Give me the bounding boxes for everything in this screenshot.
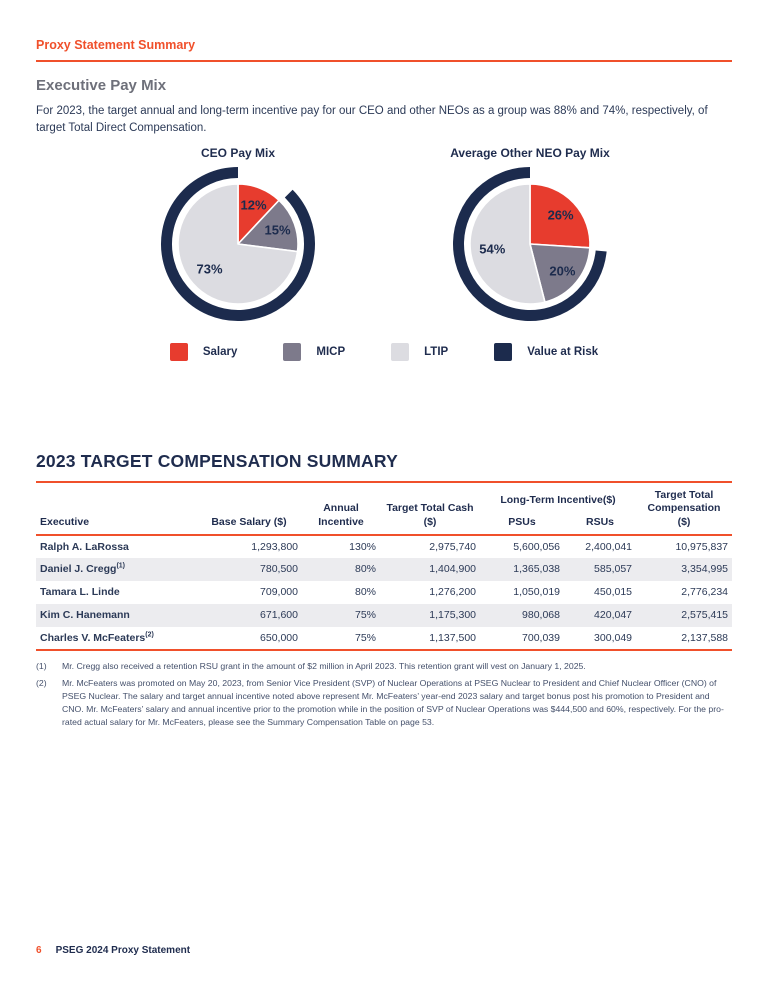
target-total-comp-cell: 2,776,234 — [681, 586, 729, 599]
table-header — [36, 483, 732, 534]
table-row — [36, 604, 732, 627]
annual-incentive-cell: 75% — [354, 609, 376, 622]
target-total-comp-cell: 3,354,995 — [681, 563, 729, 576]
footnotes — [36, 660, 732, 729]
svg-text:15%: 15% — [264, 222, 291, 238]
target-total-cash-cell: 1,276,200 — [429, 586, 476, 599]
executive-name: Kim C. Hanemann — [40, 609, 130, 622]
svg-text:26%: 26% — [547, 208, 574, 224]
annual-incentive-cell: 75% — [354, 631, 376, 644]
pay-mix-legend — [36, 343, 732, 361]
compensation-summary-heading: 2023 TARGET COMPENSATION SUMMARY — [36, 451, 732, 483]
annual-incentive-cell: 80% — [354, 563, 376, 576]
intro-paragraph: For 2023, the target annual and long-term incentive pay for our CEO and other NEOs as a group was 88% and 74%, respectively, of target Total Direct Compensation. — [36, 105, 708, 134]
pay-mix-charts — [36, 146, 732, 326]
annual-incentive-cell: 130% — [349, 540, 376, 553]
legend-label: MICP — [316, 346, 346, 359]
col-header-target-total-compensation: Target Total Compensation ($) — [647, 489, 721, 528]
base-salary-cell: 671,600 — [260, 609, 298, 622]
page-footer — [36, 945, 190, 956]
neo-pay-mix-title: Average Other NEO Pay Mix — [450, 146, 610, 161]
breadcrumb: Proxy Statement Summary — [36, 38, 732, 62]
target-total-comp-cell: 2,137,588 — [681, 631, 729, 644]
rsus-cell: 2,400,041 — [585, 540, 633, 553]
legend-item-ltip — [391, 343, 448, 361]
executive-name: Tamara L. Linde — [40, 586, 120, 599]
footnote-ref: (1) — [116, 562, 126, 570]
target-total-cash-cell: 1,137,500 — [429, 631, 476, 644]
svg-text:54%: 54% — [479, 241, 506, 257]
psus-cell: 700,039 — [522, 631, 560, 644]
footnote-ref: (2) — [145, 631, 154, 639]
ceo-pay-mix-block — [153, 146, 323, 326]
footer-label: PSEG 2024 Proxy Statement — [55, 945, 191, 956]
neo-pay-mix-chart — [448, 162, 612, 326]
col-header-rsus: RSUs — [586, 515, 615, 528]
psus-cell: 980,068 — [522, 609, 560, 622]
footnote-marker: (2) — [36, 677, 47, 688]
value-at-risk-swatch-icon — [494, 343, 512, 361]
col-header-target-total-cash: Target Total Cash ($) — [386, 502, 474, 528]
footnote-2 — [36, 677, 732, 729]
col-header-annual-incentive: Annual Incentive — [318, 502, 364, 528]
svg-text:12%: 12% — [240, 197, 267, 213]
ceo-pay-mix-chart — [156, 162, 320, 326]
col-header-base-salary: Base Salary ($) — [211, 515, 287, 528]
legend-item-micp — [283, 343, 345, 361]
svg-text:73%: 73% — [196, 261, 223, 277]
legend-label: Value at Risk — [527, 346, 599, 359]
footnote-marker: (1) — [36, 660, 47, 671]
annual-incentive-cell: 80% — [354, 586, 376, 599]
target-total-comp-cell: 10,975,837 — [675, 540, 729, 553]
footnote-text: Mr. Cregg also received a retention RSU grant in the amount of $2 million in April 2023. This retention grant will vest on January 1, 2025. — [62, 660, 586, 671]
target-total-comp-cell: 2,575,415 — [681, 609, 729, 622]
target-total-cash-cell: 1,175,300 — [429, 609, 476, 622]
salary-swatch-icon — [170, 343, 188, 361]
executive-name: Charles V. McFeaters$^{(2)}$ — [40, 631, 154, 644]
executive-name: Ralph A. LaRossa — [40, 540, 129, 553]
legend-item-salary — [170, 343, 238, 361]
svg-text:20%: 20% — [549, 263, 576, 279]
legend-label: Salary — [202, 346, 238, 359]
psus-cell: 1,365,038 — [513, 563, 560, 576]
ltip-swatch-icon — [391, 343, 409, 361]
table-row — [36, 627, 732, 650]
base-salary-cell: 650,000 — [260, 631, 298, 644]
executive-pay-mix-heading: Executive Pay Mix — [36, 77, 167, 94]
rsus-cell: 300,049 — [594, 631, 633, 644]
psus-cell: 5,600,056 — [513, 540, 560, 553]
psus-cell: 1,050,019 — [513, 586, 560, 599]
target-total-cash-cell: 2,975,740 — [429, 540, 476, 553]
col-header-executive: Executive — [40, 515, 90, 528]
target-total-cash-cell: 1,404,900 — [429, 563, 476, 576]
micp-swatch-icon — [283, 343, 301, 361]
base-salary-cell: 780,500 — [260, 563, 298, 576]
rsus-cell: 585,057 — [594, 563, 633, 576]
ceo-pay-mix-title: CEO Pay Mix — [200, 146, 276, 161]
table-row — [36, 581, 732, 604]
base-salary-cell: 709,000 — [260, 586, 298, 599]
neo-pay-mix-block — [445, 146, 615, 326]
rsus-cell: 450,015 — [594, 586, 633, 599]
table-row — [36, 535, 732, 558]
table-row — [36, 558, 732, 581]
col-header-long-term-incentive: Long-Term Incentive($) — [500, 493, 616, 506]
legend-item-value-at-risk — [494, 343, 598, 361]
executive-name: Daniel J. Cregg$^{(1)}$ — [40, 562, 126, 576]
col-header-psus: PSUs — [508, 515, 536, 528]
compensation-table — [36, 483, 732, 650]
footnote-text: Mr. McFeaters was promoted on May 20, 2023, from Senior Vice President (SVP) of Nuclear Operations at PSEG Nuclear to President and Chief Nuclear Officer (CNO) of PSEG Nuclear. The salary and target annual incentive noted above represent Mr. McFeaters’ year-end 2023 salary and target bonus post his promotion to President and CNO. Mr. McFeaters’ salary and annual incentive prior to the promotion while in the position of SVP of Nuclear Operations was $444,500 and 60%, respectively. For the pro-rated actual salary for Mr. McFeaters, please see the Summary Compensation Table on page 53. — [62, 677, 724, 727]
footnote-1 — [36, 660, 732, 673]
base-salary-cell: 1,293,800 — [251, 540, 298, 553]
page-number: 6 — [36, 945, 42, 956]
rsus-cell: 420,047 — [594, 609, 633, 622]
legend-label: LTIP — [424, 346, 449, 359]
